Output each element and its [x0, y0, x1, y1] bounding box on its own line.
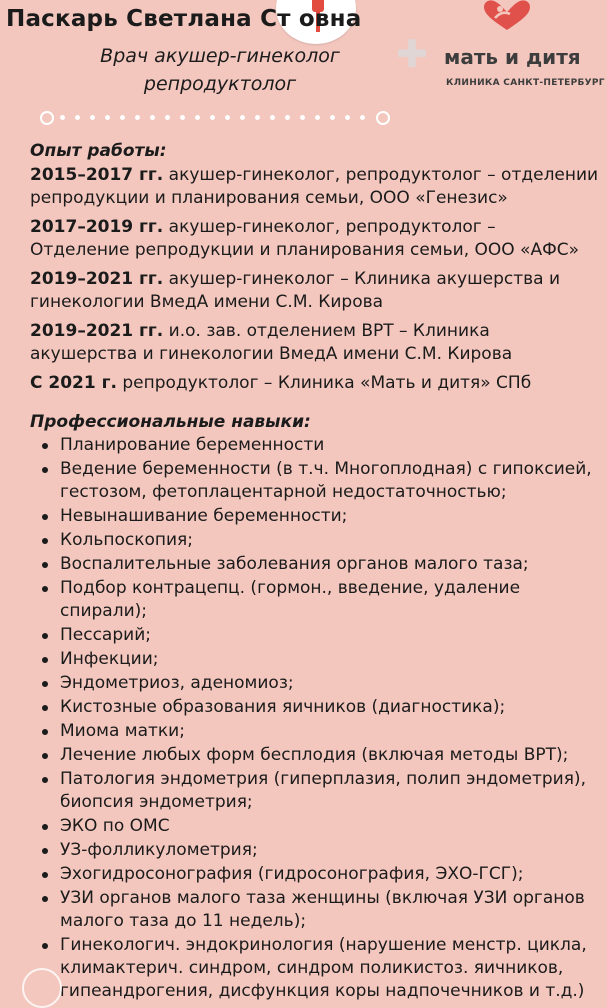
skill-text: Невынашивание беременности;: [60, 506, 348, 526]
divider-dot: [300, 115, 305, 120]
divider-dot: [345, 115, 350, 120]
bullet-icon: [42, 705, 48, 711]
divider-dot: [255, 115, 260, 120]
divider-dot: [360, 115, 365, 120]
skill-item: [30, 696, 600, 719]
bullet-icon: [42, 443, 48, 449]
bullet-icon: [42, 848, 48, 854]
experience-title: Опыт работы:: [30, 141, 167, 161]
skill-text: Лечение любых форм бесплодия (включая методы ВРТ);: [60, 745, 569, 765]
bullet-icon: [42, 467, 48, 473]
skill-item: [30, 863, 600, 886]
skill-text: Кольпоскопия;: [60, 530, 194, 550]
divider-dot: [90, 115, 95, 120]
skill-text: Планирование беременности: [60, 435, 325, 455]
skills-list: [30, 434, 600, 1003]
bullet-icon: [42, 514, 48, 520]
bullet-icon: [42, 538, 48, 544]
divider-dot: [195, 115, 200, 120]
skill-text: Миома матки;: [60, 721, 185, 741]
skill-item: [30, 458, 600, 504]
experience-item: [30, 268, 600, 314]
experience-text: и.о. зав. отделением ВРТ – Клиника акушерства и гинекологии ВмедА имени С.М. Кирова: [30, 321, 513, 364]
skill-item: [30, 648, 600, 671]
bullet-icon: [42, 681, 48, 687]
skill-item: [30, 553, 600, 576]
experience-period: С 2021 г.: [30, 373, 117, 393]
experience-period: 2015–2017 гг.: [30, 165, 164, 185]
divider-dot: [315, 115, 320, 120]
experience-period: 2017–2019 гг.: [30, 217, 164, 237]
doctor-name: Паскарь Светлана Ст овна: [6, 6, 362, 32]
skill-item: [30, 768, 600, 814]
experience-text: акушер-гинеколог, репродуктолог – отделении репродукции и планирования семьи, ООО «Генезис»: [30, 165, 599, 208]
skill-text: Эхогидросонография (гидросонография, ЭХО-ГСГ);: [60, 864, 524, 884]
doctor-title-line1: Врач акушер-гинеколог: [100, 45, 340, 67]
doctor-title: [70, 42, 370, 98]
divider-dot: [60, 115, 65, 120]
divider-dot: [105, 115, 110, 120]
skills-title: Профессиональные навыки:: [30, 412, 311, 432]
divider-dot: [135, 115, 140, 120]
circle-icon: [22, 968, 62, 1008]
skill-item: [30, 672, 600, 695]
skill-text: Гинекологич. эндокринология (нарушение менстр. цикла, климактерич. синдром, синдром поликистоз. яичников, гипеандрогения, дисфункция коры надпочечников и т.д.): [60, 935, 587, 1001]
skill-item: [30, 839, 600, 862]
skill-text: Воспалительные заболевания органов малого таза;: [60, 554, 529, 574]
bullet-icon: [42, 586, 48, 592]
divider-dot: [240, 115, 245, 120]
skill-text: УЗИ органов малого таза женщины (включая УЗИ органов малого таза до 11 недель);: [60, 888, 585, 931]
skill-text: Подбор контрацепц. (гормон., введение, удаление спирали);: [60, 578, 521, 621]
skill-item: [30, 434, 600, 457]
experience-item: [30, 216, 600, 262]
logo-subtitle: КЛИНИКА САНКТ-ПЕТЕРБУРГ: [446, 78, 605, 88]
skill-text: Инфекции;: [60, 649, 159, 669]
skill-text: Ведение беременности (в т.ч. Многоплодная) с гипоксией, гестозом, фетоплацентарной недостаточностью;: [60, 459, 592, 502]
divider-dot: [165, 115, 170, 120]
divider-dot: [225, 115, 230, 120]
skill-item: [30, 577, 600, 623]
dotted-divider: [40, 108, 390, 128]
bullet-icon: [42, 777, 48, 783]
clinic-logo: [392, 0, 607, 100]
skill-item: [30, 934, 600, 1003]
skill-text: Пессарий;: [60, 625, 151, 645]
skill-item: [30, 887, 600, 933]
skill-item: [30, 624, 600, 647]
divider-dot: [120, 115, 125, 120]
skill-text: Патология эндометрия (гиперплазия, полип эндометрия), биопсия эндометрия;: [60, 769, 586, 812]
experience-item: [30, 320, 600, 366]
divider-dot: [210, 115, 215, 120]
bullet-icon: [42, 633, 48, 639]
experience-text: акушер-гинеколог – Клиника акушерства и гинекологии ВмедА имени С.М. Кирова: [30, 269, 561, 312]
bullet-icon: [42, 729, 48, 735]
divider-dot: [330, 115, 335, 120]
bullet-icon: [42, 872, 48, 878]
divider-dot: [180, 115, 185, 120]
resume-content: [30, 140, 600, 1004]
divider-ring: [40, 111, 54, 125]
skill-item: [30, 529, 600, 552]
experience-text: акушер-гинеколог, репродуктолог – Отделение репродукции и планирования семьи, ООО «АФС»: [30, 217, 579, 260]
divider-dot: [75, 115, 80, 120]
experience-period: 2019–2021 гг.: [30, 321, 164, 341]
skill-item: [30, 505, 600, 528]
experience-text: репродуктолог – Клиника «Мать и дитя» СПб: [116, 373, 532, 393]
divider-dot: [285, 115, 290, 120]
skill-item: [30, 720, 600, 743]
skill-text: Эндометриоз, аденомиоз;: [60, 673, 294, 693]
bullet-icon: [42, 824, 48, 830]
cross-icon: ✚: [396, 32, 428, 76]
skill-text: Кистозные образования яичников (диагностика);: [60, 697, 506, 717]
skill-text: УЗ-фолликулометрия;: [60, 840, 258, 860]
skill-item: [30, 815, 600, 838]
bullet-icon: [42, 896, 48, 902]
experience-item: [30, 164, 600, 210]
bullet-icon: [42, 943, 48, 949]
bullet-icon: [42, 753, 48, 759]
experience-list: [30, 164, 600, 395]
skill-text: ЭКО по ОМС: [60, 816, 170, 836]
bullet-icon: [42, 562, 48, 568]
heart-family-icon: [480, 0, 534, 32]
experience-period: 2019–2021 гг.: [30, 269, 164, 289]
experience-item: [30, 372, 600, 395]
doctor-title-line2: репродуктолог: [143, 73, 297, 95]
skill-item: [30, 744, 600, 767]
divider-ring: [376, 111, 390, 125]
logo-brand: мать и дитя: [444, 45, 581, 69]
bullet-icon: [42, 657, 48, 663]
divider-dot: [270, 115, 275, 120]
divider-dot: [150, 115, 155, 120]
